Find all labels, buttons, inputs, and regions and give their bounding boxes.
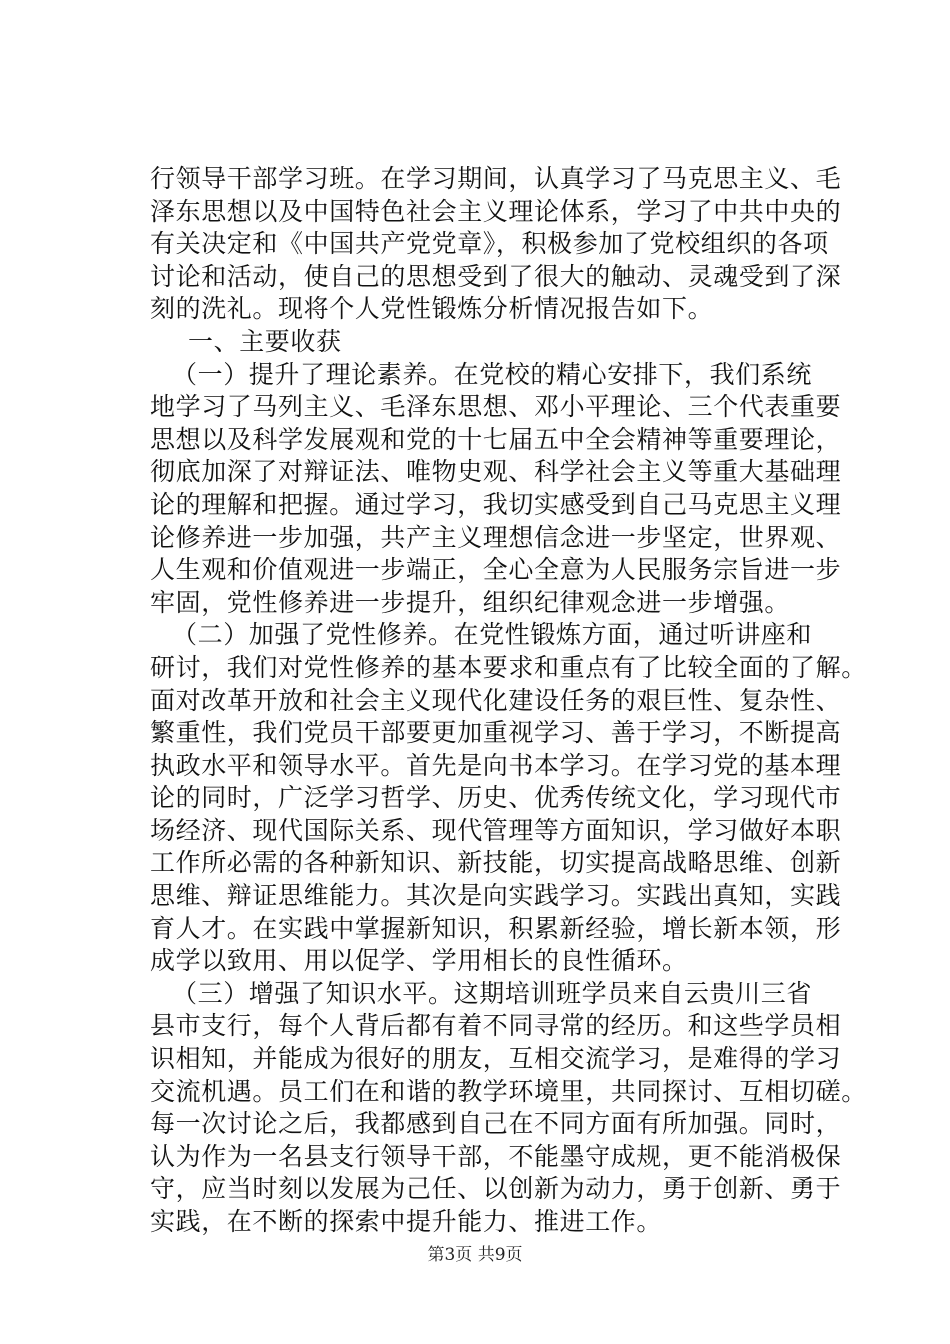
text-line: 地学习了马列主义、毛泽东思想、邓小平理论、三个代表重要 — [150, 392, 842, 422]
text-line: 繁重性，我们党员干部要更加重视学习、善于学习，不断提高 — [150, 718, 842, 748]
text-line: 认为作为一名县支行领导干部，不能墨守成规，更不能消极保 — [150, 1141, 842, 1171]
text-line: 行领导干部学习班。在学习期间，认真学习了马克思主义、毛 — [150, 164, 842, 193]
text-line: 成学以致用、用以促学、学用相长的良性循环。 — [150, 946, 688, 976]
text-line: 研讨，我们对党性修养的基本要求和重点有了比较全面的了解。 — [150, 652, 867, 682]
paragraph-start-line: （一）提升了理论素养。在党校的精心安排下，我们系统 — [172, 359, 813, 389]
text-line: 论的同时，广泛学习哲学、历史、优秀传统文化，学习现代市 — [150, 783, 842, 813]
section-heading: 一、主要收获 — [188, 326, 342, 356]
document-body — [150, 163, 867, 1239]
text-line: 思维、辩证思维能力。其次是向实践学习。实践出真知，实践 — [150, 881, 842, 911]
page-number-footer: 第3页 共9页 — [427, 1245, 523, 1265]
text-line: 讨论和活动，使自己的思想受到了很大的触动、灵魂受到了深 — [150, 261, 842, 291]
text-line: 刻的洗礼。现将个人党性锻炼分析情况报告如下。 — [150, 294, 714, 324]
text-line: 论修养进一步加强，共产主义理想信念进一步坚定，世界观、 — [150, 522, 842, 552]
text-line: 守，应当时刻以发展为己任、以创新为动力，勇于创新、勇于 — [150, 1174, 842, 1204]
text-line: 人生观和价值观进一步端正，全心全意为人民服务宗旨进一步 — [150, 555, 842, 585]
text-line: 面对改革开放和社会主义现代化建设任务的艰巨性、复杂性、 — [150, 685, 842, 715]
text-line: 彻底加深了对辩证法、唯物史观、科学社会主义等重大基础理 — [150, 457, 842, 487]
text-line: 实践，在不断的探索中提升能力、推进工作。 — [150, 1207, 663, 1236]
text-line: 牢固，党性修养进一步提升，组织纪律观念进一步增强。 — [150, 587, 791, 617]
text-line: 每一次讨论之后，我都感到自己在不同方面有所加强。同时， — [150, 1109, 842, 1139]
text-line: 育人才。在实践中掌握新知识，积累新经验，增长新本领，形 — [150, 913, 842, 943]
text-line: 场经济、现代国际关系、现代管理等方面知识，学习做好本职 — [150, 815, 842, 845]
text-line: 执政水平和领导水平。首先是向书本学习。在学习党的基本理 — [150, 750, 842, 780]
text-line: 县市支行，每个人背后都有着不同寻常的经历。和这些学员相 — [150, 1011, 842, 1041]
text-line: 工作所必需的各种新知识、新技能，切实提高战略思维、创新 — [150, 848, 842, 878]
text-line: 有关决定和《中国共产党党章》，积极参加了党校组织的各项 — [150, 229, 829, 259]
text-line: 论的理解和把握。通过学习，我切实感受到自己马克思主义理 — [150, 489, 842, 519]
paragraph-start-line: （二）加强了党性修养。在党性锻炼方面，通过听讲座和 — [172, 620, 813, 650]
text-line: 思想以及科学发展观和党的十七届五中全会精神等重要理论， — [150, 424, 842, 454]
text-line: 交流机遇。员工们在和谐的教学环境里，共同探讨、互相切磋。 — [150, 1076, 867, 1106]
text-line: 泽东思想以及中国特色社会主义理论体系，学习了中共中央的 — [150, 196, 842, 226]
text-line: 识相知，并能成为很好的朋友，互相交流学习，是难得的学习 — [150, 1044, 842, 1074]
paragraph-start-line: （三）增强了知识水平。这期培训班学员来自云贵川三省 — [172, 978, 813, 1008]
